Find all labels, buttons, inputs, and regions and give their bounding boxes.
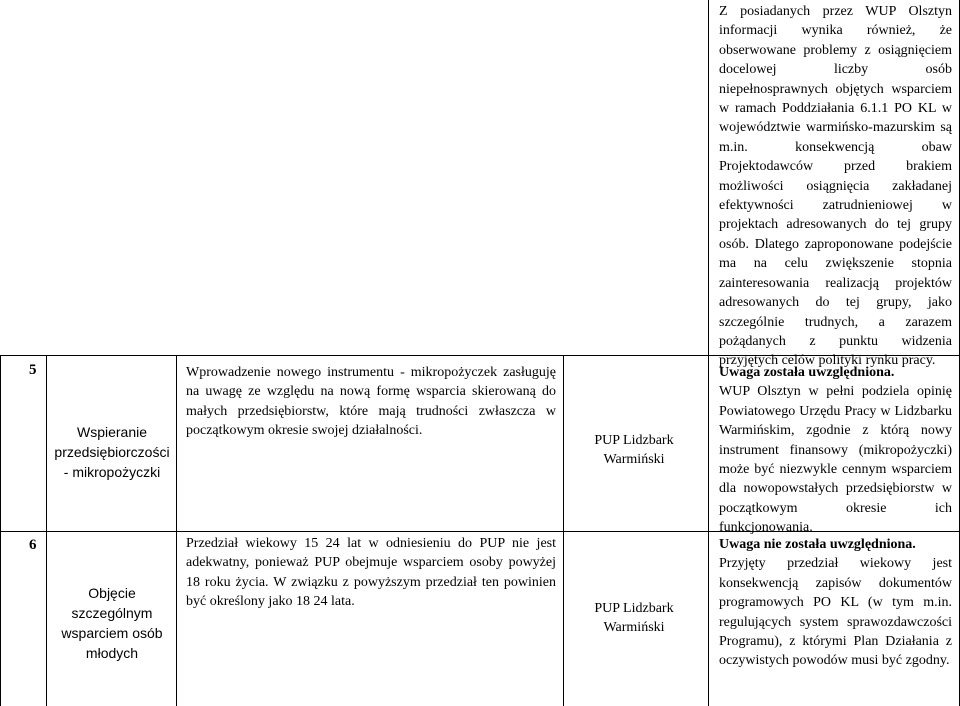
row-number: 6 (29, 537, 37, 553)
col-divider-4 (708, 0, 709, 706)
row-number: 5 (29, 362, 37, 378)
row-response-cell (719, 535, 952, 671)
row-remark: Wprowadzenie nowego instrumentu - mikropożyczek zasługuję na uwagę ze względu na nową formę wsparcia skierowaną do małych przedsiębiorstw, które mają trudności zwłaszcza w początkowym okresie swojej działalności. (186, 365, 556, 439)
row-submitter: PUP Lidzbark Warmiński (594, 601, 674, 636)
response-text: Przyjęty przedział wiekowy jest konsekwencją zapisów dokumentów programowych PO KL (w tym m.in. regulujących system sprawozdawczości Programu), z którymi Plan Działania z oczywistych powodów musi być zgodny. (719, 556, 952, 669)
response-text: WUP Olsztyn w pełni podziela opinię Powiatowego Urzędu Pracy w Lidzbarku Warmińskim, zgodnie z którą nowy instrument finansowy (mikropożyczki) może być niezwykle cennym wsparciem dla nowopowstałych przedsiębiorstw w początkowym okresie ich funkcjonowania. (719, 384, 952, 536)
row-topic: Wspieranie przedsiębiorczości - mikropożyczki (54, 424, 170, 480)
row-submitter: PUP Lidzbark Warmiński (594, 433, 674, 468)
response-status: Uwaga została uwzględniona. (719, 365, 895, 380)
row-response-cell (719, 363, 952, 538)
row-topic: Objęcie szczególnym wsparciem osób młodych (61, 585, 163, 661)
response-status: Uwaga nie została uwzględniona. (719, 537, 916, 552)
top-row-comment: Z posiadanych przez WUP Olsztyn informacji wynika również, że obserwowane problemy z osiągnięciem docelowej liczby osób niepełnosprawnych objętych wsparciem w ramach Poddziałania 6.1.1 PO KL w województwie warmińsko-mazurskim są m.in. konsekwencją obaw Projektodawców przed brakiem możliwości osiągnięcia zakładanej efektywności zatrudnieniowej w projektach adresowanych do tej grupy osób. Dlatego zaproponowane podejście ma na celu zwiększenie stopnia zainteresowania realizacją projektów adresowanych do tej grupy, jako szczególnie trudnych, a zarazem pożądanych z punktu widzenia przyjętych celów polityki rynku pracy. (719, 4, 952, 369)
row-remark: Przedział wiekowy 15 24 lat w odniesieniu do PUP nie jest adekwatny, ponieważ PUP obejmuje wsparciem osoby powyżej 18 roku życia. W związku z powyższym przedział ten powinien być określony jako 18 24 lata. (186, 536, 556, 610)
